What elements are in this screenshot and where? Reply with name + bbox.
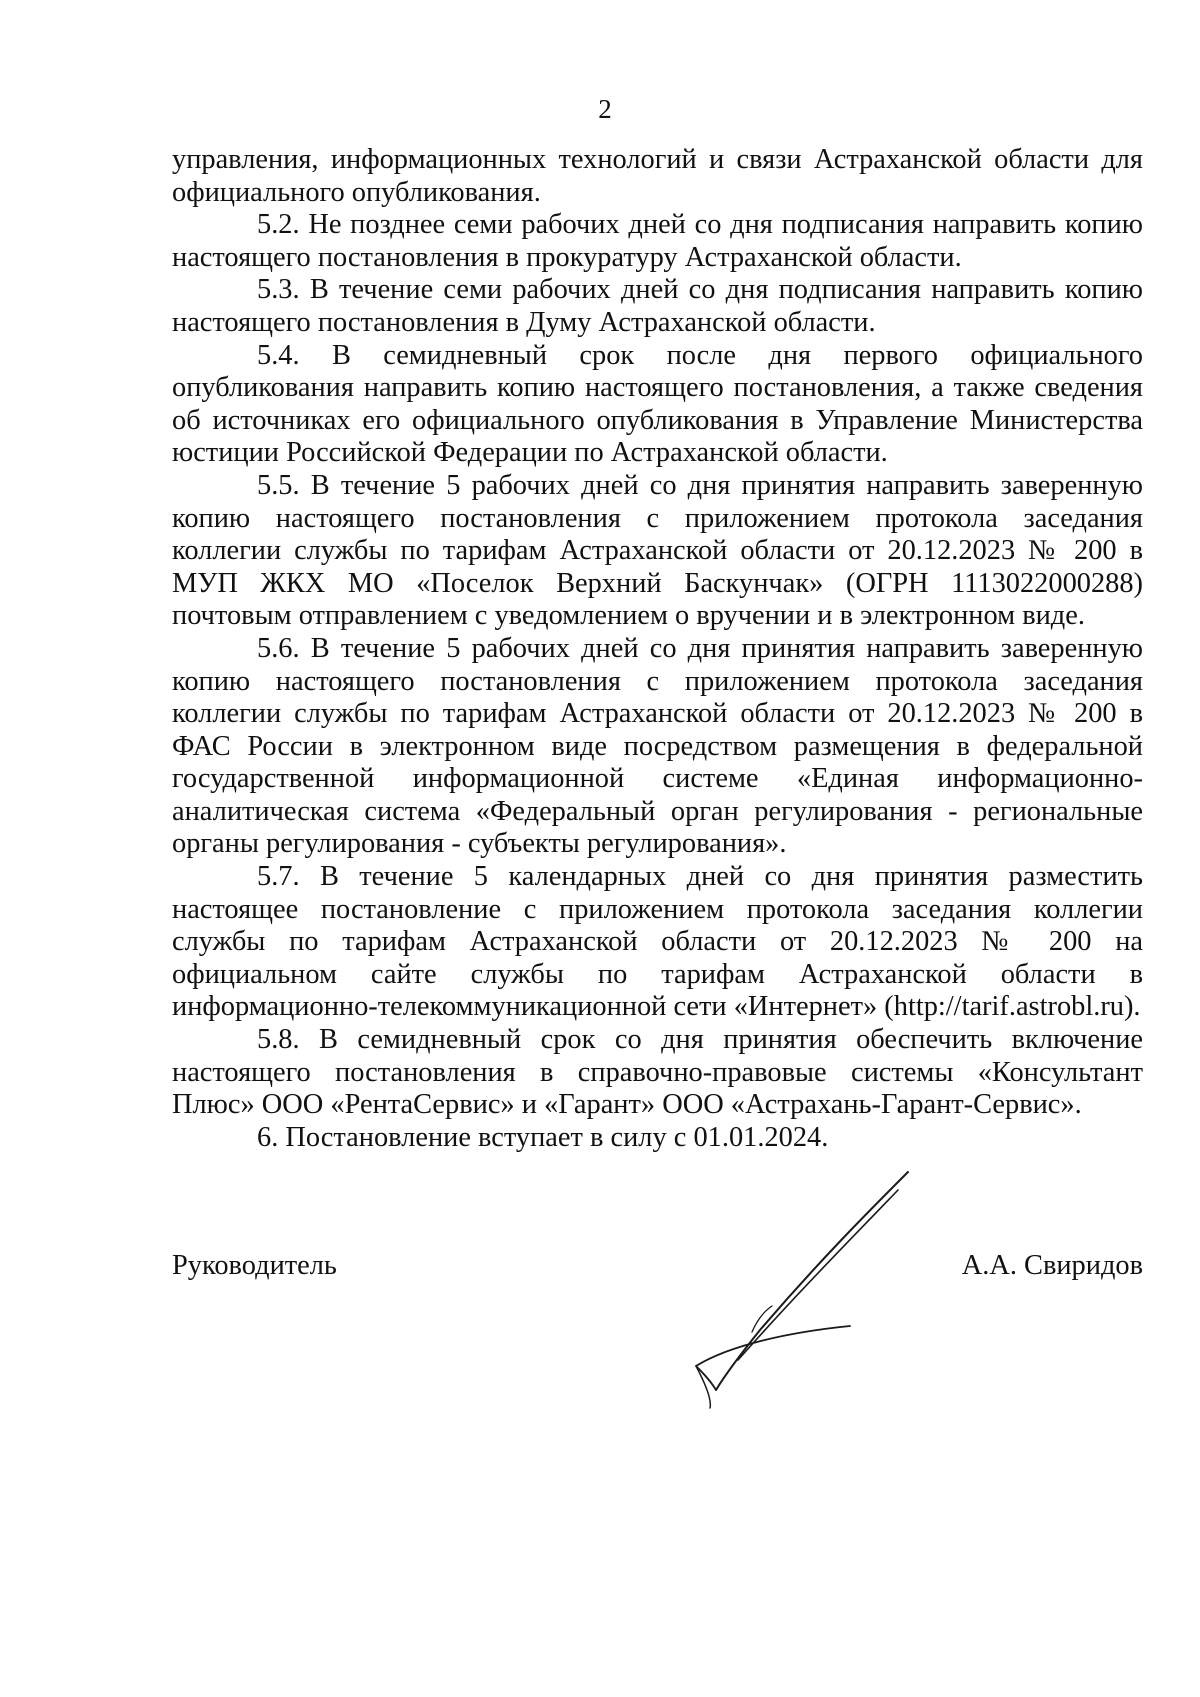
paragraph-continuation: управления, информационных технологий и связи Астраханской области для официального опубликования. [172,144,1143,208]
paragraph-5-8: 5.8. В семидневный срок со дня принятия обеспечить включение настоящего постановления в справочно-правовые системы «Консультант Плюс» ООО «РентаСервис» и «Гарант» ООО «Астрахань-Гарант-Сервис». [172,1024,1143,1121]
paragraph-5-2: 5.2. Не позднее семи рабочих дней со дня подписания направить копию настоящего постановления в прокуратуру Астраханской области. [172,209,1143,273]
paragraph-5-6: 5.6. В течение 5 рабочих дней со дня принятия направить заверенную копию настоящего постановления с приложением протокола заседания коллегии службы по тарифам Астраханской области от 20.12.2023 № 200 в ФАС России в электронном виде посредством размещения в федеральной государственной информационной системе «Единая информационно-аналитическая система «Федеральный орган регулирования - региональные органы регулирования - субъекты регулирования». [172,632,1143,860]
paragraph-5-7: 5.7. В течение 5 календарных дней со дня принятия разместить настоящее постановление с приложением протокола заседания коллегии службы по тарифам Астраханской области от 20.12.2023 № 200 на официальном сайте службы по тарифам Астраханской области в информационно-телекоммуникационной сети «Интернет» (http://tarif.astrobl.ru). [172,861,1143,1023]
signature-block [172,1250,1143,1290]
paragraph-5-4: 5.4. В семидневный срок после дня первого официального опубликования направить копию настоящего постановления, а также сведения об источниках его официального опубликования в Управление Министерства юстиции Российской Федерации по Астраханской области. [172,339,1143,469]
paragraph-6: 6. Постановление вступает в силу с 01.01.2024. [257,1121,829,1153]
document-body [172,144,1143,1154]
signer-name: А.А. Свиридов [961,1250,1143,1281]
signer-title: Руководитель [172,1250,337,1281]
signature-stroke [696,1326,850,1390]
page-number: 2 [598,94,612,124]
paragraph-5-5: 5.5. В течение 5 рабочих дней со дня принятия направить заверенную копию настоящего постановления с приложением протокола заседания коллегии службы по тарифам Астраханской области от 20.12.2023 № 200 в МУП ЖКХ МО «Поселок Верхний Баскунчак» (ОГРН 1113022000288) почтовым отправлением с уведомлением о вручении и в электронном виде. [172,469,1143,632]
paragraph-5-3: 5.3. В течение семи рабочих дней со дня подписания направить копию настоящего постановления в Думу Астраханской области. [172,274,1143,338]
